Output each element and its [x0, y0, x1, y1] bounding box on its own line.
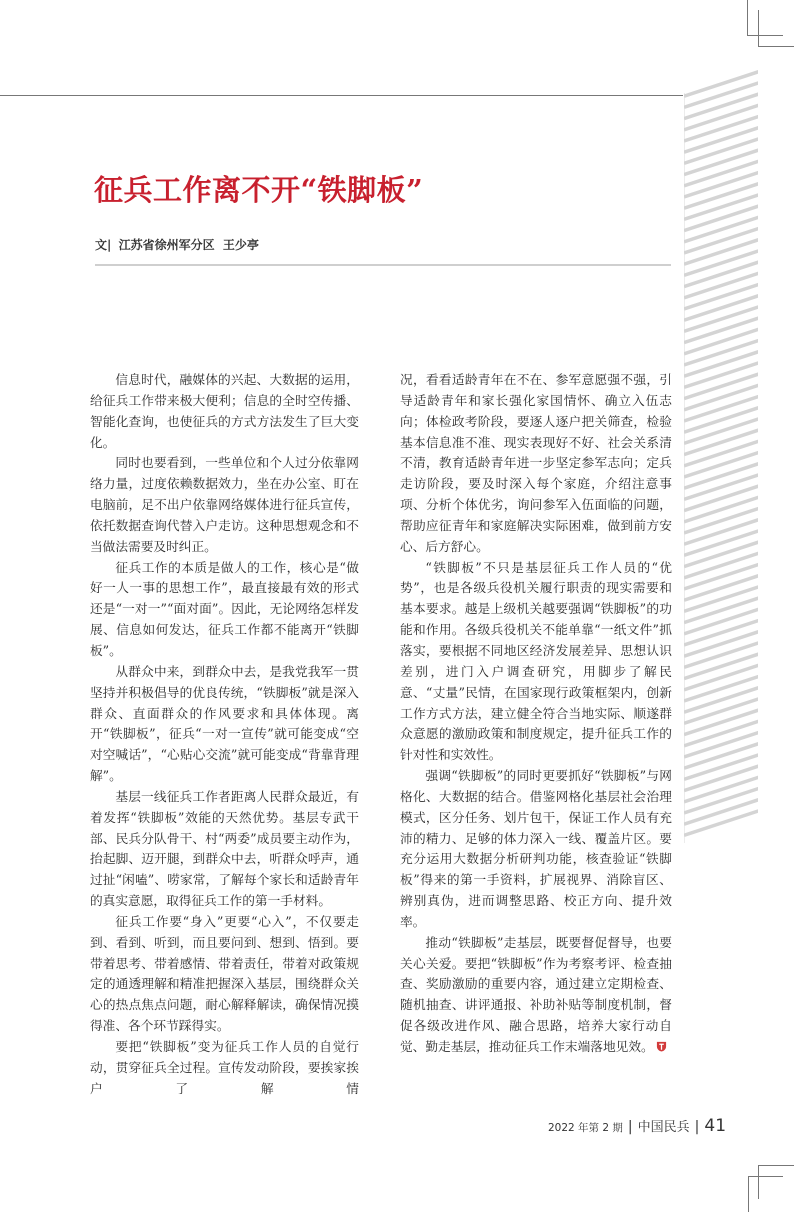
stripe	[684, 396, 760, 421]
stripe	[684, 721, 760, 746]
stripe	[684, 743, 760, 768]
stripe	[684, 777, 760, 802]
paragraph: 信息时代，融媒体的兴起、大数据的运用，给征兵工作带来极大便利；信息的全时空传播、智能化查询，也使征兵的方式方法发生了巨大变化。	[90, 372, 359, 450]
stripe	[684, 822, 760, 847]
paragraph: 要把“铁脚板”变为征兵工作人员的自觉行动，贯穿征兵全过程。宣传发动阶段，要挨家挨户了解情	[90, 1039, 359, 1096]
stripe	[684, 530, 760, 555]
stripe	[684, 833, 760, 850]
stripe	[684, 732, 760, 757]
footer-separator: |	[694, 1119, 700, 1135]
stripe	[684, 262, 760, 287]
stripe	[684, 452, 760, 477]
stripe	[684, 810, 760, 835]
stripe	[684, 665, 760, 690]
byline-prefix: 文|	[95, 238, 112, 252]
body-column-left	[90, 370, 359, 1100]
paragraph: 强调“铁脚板”的同时更要抓好“铁脚板”与网格化、大数据的结合。借鉴网格化基层社会治理模式，区分任务、划片包干，保证工作人员有充沛的精力、足够的体力深入一线、覆盖片区。要充分运用大数据分析研判功能，核查验证“铁脚板”得来的第一手资料，扩展视界、消除盲区、辨别真伪，进而调整思路、校正方向、提升效率。	[400, 768, 672, 929]
stripe	[684, 329, 760, 354]
stripe	[684, 116, 760, 141]
stripe	[684, 161, 760, 186]
stripe	[684, 138, 760, 163]
stripe	[684, 71, 760, 96]
stripe	[684, 318, 760, 343]
magazine-end-mark-icon	[656, 1041, 667, 1052]
stripe	[684, 228, 760, 253]
paragraph: 从群众中来，到群众中去，是我党我军一贯坚持并积极倡导的优良传统，“铁脚板”就是深入群众、直面群众的作风要求和具体体现。离开“铁脚板”，征兵“一对一宣传”就可能变成“空对空喊话”，“心贴心交流”就可能变成“背靠背理解”。	[90, 663, 359, 784]
stripe	[684, 127, 760, 152]
stripe	[684, 105, 760, 130]
author: 江苏省徐州军分区 王少亭	[118, 238, 259, 252]
stripe	[684, 239, 760, 264]
stripe	[684, 620, 760, 645]
stripe	[684, 284, 760, 309]
stripe	[684, 788, 760, 813]
magazine-name: 中国民兵	[637, 1120, 690, 1135]
page-number: 41	[704, 1116, 727, 1136]
paragraph: 征兵工作的本质是做人的工作，核心是“做好一人一事的思想工作”，最直接最有效的形式还是“一对一”“面对面”。因此，无论网络怎样发展、信息如何发达，征兵工作都不能离开“铁脚板”。	[90, 559, 359, 658]
stripe	[684, 217, 760, 242]
diagonal-stripes-decoration	[684, 60, 760, 850]
stripe	[684, 598, 760, 623]
stripe	[684, 754, 760, 779]
stripe	[684, 441, 760, 466]
stripe	[684, 586, 760, 611]
paragraph: “铁脚板”不只是基层征兵工作人员的“优势”，也是各级兵役机关履行职责的现实需要和基本要求。越是上级机关越要强调“铁脚板”的功能和作用。各级兵役机关不能单靠“一纸文件”抓落实，要根据不同地区经济发展差异、思想认识差别，进门入户调查研究，用脚步了解民意、“丈量”民情，在国家现行政策框架内，创新工作方式方法，建立健全符合当地实际、顺遂群众意愿的激励政策和制度规定，提升征兵工作的针对性和实效性。	[400, 559, 672, 763]
stripe	[684, 385, 760, 410]
stripe	[684, 642, 760, 667]
stripe	[684, 340, 760, 365]
stripe	[684, 463, 760, 488]
body-column-right	[400, 370, 672, 1058]
stripe	[684, 676, 760, 701]
stripe	[684, 250, 760, 275]
stripe	[684, 82, 760, 107]
stripe	[684, 273, 760, 298]
stripe	[684, 844, 760, 850]
paragraph-continued: 况，看看适龄青年在不在、参军意愿强不强，引导适龄青年和家长强化家国情怀、确立入伍志向；体检政考阶段，要逐人逐户把关筛查，检验基本信息准不准、现实表现好不好、社会关系清不清，教育适龄青年进一步坚定参军志向；定兵走访阶段，要及时深入每个家庭，介绍注意事项、分析个体优劣，询问参军入伍面临的问题，帮助应征青年和家庭解决实际困难，做到前方安心、后方舒心。	[400, 372, 672, 554]
stripe	[684, 575, 760, 600]
stripe	[684, 609, 760, 634]
stripe	[684, 306, 760, 331]
stripe	[684, 687, 760, 712]
stripe	[684, 542, 760, 567]
stripe	[684, 766, 760, 791]
stripe	[684, 295, 760, 320]
stripe	[684, 497, 760, 522]
stripe	[684, 519, 760, 544]
stripe	[684, 698, 760, 723]
stripe	[684, 474, 760, 499]
stripe	[684, 172, 760, 197]
stripe	[684, 508, 760, 533]
stripe	[684, 362, 760, 387]
stripe	[684, 351, 760, 376]
top-rule	[0, 95, 683, 96]
stripe	[684, 564, 760, 589]
footer-separator: |	[627, 1119, 633, 1135]
byline	[95, 237, 259, 253]
page-footer	[548, 1116, 726, 1138]
paragraph-text: 推动“铁脚板”走基层，既要督促督导，也要关心关爱。要把“铁脚板”作为考察考评、检查抽查、奖励激励的重要内容，通过建立定期检查、随机抽查、讲评通报、补助补贴等制度机制，督促各级改进作风、融合思路，培养大家行动自觉、勤走基层，推动征兵工作末端落地见效。	[400, 934, 672, 1054]
stripe	[684, 418, 760, 443]
stripe	[684, 631, 760, 656]
stripe	[684, 150, 760, 175]
stripe	[684, 553, 760, 578]
paragraph: 基层一线征兵工作者距离人民群众最近，有着发挥“铁脚板”效能的天然优势。基层专武干部、民兵分队骨干、村“两委”成员要主动作为，抬起脚、迈开腿，到群众中去，听群众呼声，通过扯“闲嗑”、唠家常，了解每个家长和适龄青年的真实意愿，取得征兵工作的第一手材料。	[90, 788, 359, 909]
stripe	[684, 799, 760, 824]
stripe	[684, 183, 760, 208]
stripe	[684, 407, 760, 432]
stripe	[684, 206, 760, 231]
paragraph: 征兵工作要“身入”更要“心入”，不仅要走到、看到、听到，而且要问到、想到、悟到。要带着思考、带着感情、带着责任，带着对政策规定的通透理解和精准把握深入基层，围绕群众关心的热点焦点问题，耐心解释解读，确保情况摸得准、各个环节踩得实。	[90, 913, 359, 1034]
stripe	[684, 60, 760, 85]
stripe	[684, 710, 760, 735]
stripe	[684, 194, 760, 219]
stripe	[684, 654, 760, 679]
article-title: 征兵工作离不开“铁脚板”	[94, 173, 424, 207]
stripe	[684, 486, 760, 511]
stripe	[684, 94, 760, 119]
stripe	[684, 374, 760, 399]
paragraph	[400, 933, 672, 1058]
stripe	[684, 430, 760, 455]
title-separator	[95, 264, 671, 266]
issue-label: 2022 年第 2 期	[548, 1122, 623, 1134]
paragraph: 同时也要看到，一些单位和个人过分依靠网络力量，过度依赖数据效力，坐在办公室、盯在电脑前，足不出户依靠网络媒体进行征兵宣传，依托数据查询代替入户走访。这种思想观念和不当做法需要及时纠正。	[90, 455, 359, 554]
